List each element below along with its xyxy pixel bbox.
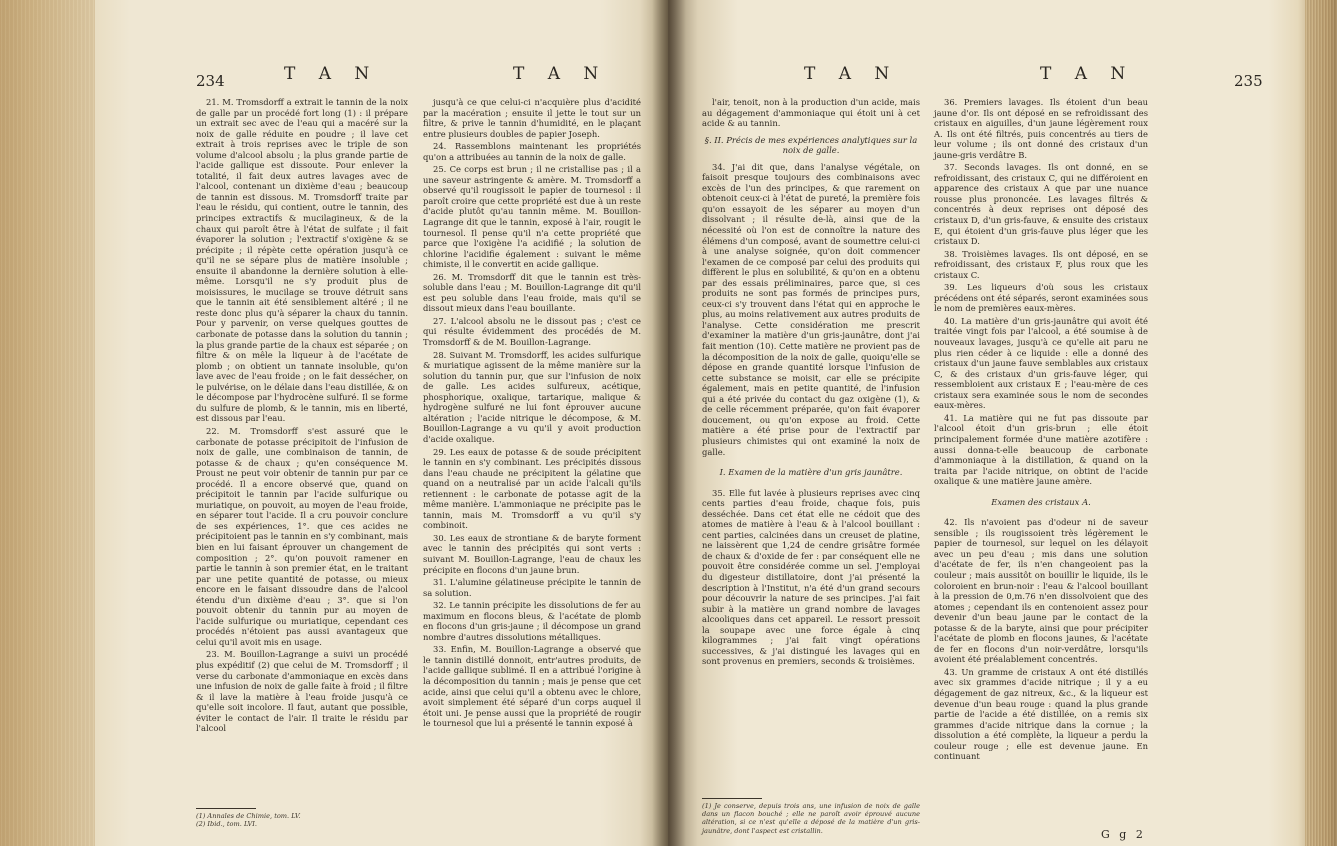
paragraph: 32. Le tannin précipite les dissolutions de fer au maximum en flocons bleus, & l'acétate de plomb en flocons d'un gris-jaune ; il décompose un grand nombre d'autres dissolutions métalliques. [423, 600, 641, 642]
paragraph: 22. M. Tromsdorff s'est assuré que le carbonate de potasse précipitoit de l'infusion de noix de galle, une combinaison de tannin, de potasse & de chaux ; qu'en conséquence M. Proust ne peut voir obtenir de tannin pur par ce procédé. Il a encore observé que, quand on précipitoit le tannin par l'acide sulfurique ou muriatique, on pouvoit, au moyen de l'eau froide, en séparer tout l'acide. Il a cru pouvoir conclure de ses expériences, 1°. que ces acides ne précipitoient pas le tannin en s'y combinant, mais bien en lui faisant éprouver un changement de composition ; 2°. qu'on pouvoit ramener en partie le tannin à son premier état, en le traitant par une petite quantité de potasse, ou mieux encore en le faisant dissoudre dans de l'alcool étendu d'un dixième d'eau ; 3°. que si l'on pouvoit obtenir du tannin pur au moyen de l'acide sulfurique ou muriatique, cependant ces procédés n'étoient pas aussi avantageux que celui qu'il avoit mis en usage. [196, 425, 408, 647]
paragraph: 24. Rassemblons maintenant les propriétés qu'on a attribuées au tannin de la noix de galle. [423, 141, 641, 162]
paragraph: 36. Premiers lavages. Ils étoient d'un beau jaune d'or. Ils ont déposé en se refroidissant des cristaux en aiguilles, d'un jaune légèrement roux A. Ils ont été filtrés, puis concentrés au tiers de leur volume ; ils ont donné des cristaux d'un jaune-gris verdâtre B. [934, 97, 1148, 160]
paragraph: 29. Les eaux de potasse & de soude précipitent le tannin en s'y combinant. Les précipités dissous dans l'eau chaude ne précipitent la gélatine que quand on a neutralisé par un acide l'alcali qu'ils retiennent : le carbonate de potasse agit de la même manière. L'ammoniaque ne précipite pas le tannin, mais M. Tromsdorff a vu qu'il s'y combinoit. [423, 446, 641, 531]
paragraph: 43. Un gramme de cristaux A ont été distillés avec six grammes d'acide nitrique ; il y a eu dégagement de gaz nitreux, &c., & la liqueur est devenue d'un beau rouge : quand la plus grande partie de l'acide a été distillée, on a remis six grammes d'acide nitrique dans la cornue ; la dissolution a été complète, la liqueur a perdu la couleur rouge ; elle est devenue jaune. En continuant [934, 666, 1148, 762]
signature-mark: G g 2 [1101, 828, 1146, 841]
left-page-edges [0, 0, 95, 846]
right-page-number: 235 [1234, 72, 1263, 90]
footnote: (1) Je conserve, depuis trois ans, une infusion de noix de galle dans un flacon bouché ; elle ne paroît avoir éprouvé aucune altération, si ce n'est qu'elle a déposé de la matière d'un gris-jaunâtre, dont l'aspect est cristallin. [702, 802, 920, 835]
paragraph: 34. J'ai dit que, dans l'analyse végétale, on faisoit presque toujours des combinaisons avec excès de l'un des principes, & que rarement on obtenoit ceux-ci à l'état de pureté, la première fois qu'on essayoit de les séparer au moyen d'un dissolvant ; il résulte de-là, ainsi que de la nécessité où l'on est de connoître la nature des élémens d'un composé, avant de soumettre celui-ci à une analyse soignée, qu'on doit commencer l'examen de ce composé par celui des produits qui diffèrent le plus en solubilité, & qu'on en a obtenu par des essais préliminaires, parce que, si ces produits ne sont pas formés de principes purs, ceux-ci s'y trouvent dans l'état qui en approche le plus, au moins relativement aux autres produits de l'analyse. Cette considération me prescrit d'examiner la matière d'un gris-jaunâtre, dont j'ai fait mention (10). Cette matière ne provient pas de la décomposition de la noix de galle, quoiqu'elle se dépose en grande quantité lorsque l'infusion de cette substance se moisit, car elle se précipite également, mais en petite quantité, de l'infusion qui a été privée du contact du gaz oxigène (1), & de celle récemment préparée, qu'on fait évaporer doucement, ou qu'on expose au froid. Cette matière a été prise pour de l'extractif par plusieurs chimistes qui ont examiné la noix de galle. [702, 161, 920, 457]
paragraph: 28. Suivant M. Tromsdorff, les acides sulfurique & muriatique agissent de la même manière sur la solution du tannin pur, que sur l'infusion de noix de galle. Les acides sulfureux, acétique, phosphorique, oxalique, tartarique, malique & hydrogène sulfuré ne lui font éprouver aucune altération ; l'acide nitrique le décompose, & M. Bouillon-Lagrange a vu qu'il y avoit production d'acide oxalique. [423, 349, 641, 444]
left-running-head: T A N [284, 64, 379, 84]
right-running-head-2: T A N [1040, 64, 1135, 84]
paragraph: jusqu'à ce que celui-ci n'acquière plus d'acidité par la macération ; ensuite il jette le tout sur un filtre, & prive le tannin d'humidité, en le plaçant entre plusieurs doubles de papier Joseph. [423, 97, 641, 139]
paragraph: 40. La matière d'un gris-jaunâtre qui avoit été traitée vingt fois par l'alcool, a été soumise à de nouveaux lavages, jusqu'à ce qu'elle ait paru ne plus rien céder à ce liquide : elle a donné des cristaux d'un jaune fauve semblables aux cristaux C, & des cristaux d'un gris-fauve léger, qui ressembloient aux cristaux E ; l'eau-mère de ces cristaux sera examinée sous le nom de secondes eaux-mères. [934, 315, 1148, 411]
right-column-1 [702, 97, 920, 669]
paragraph: Examen des cristaux A. [991, 496, 1091, 507]
paragraph: 26. M. Tromsdorff dit que le tannin est très-soluble dans l'eau ; M. Bouillon-Lagrange dit qu'il est peu soluble dans l'eau froide, mais qu'il se dissout mieux dans l'eau bouillante. [423, 271, 641, 314]
paragraph: I. Examen de la matière d'un gris jaunâtre. [719, 467, 903, 478]
paragraph: 38. Troisièmes lavages. Ils ont déposé, en se refroidissant, des cristaux F, plus roux que les cristaux C. [934, 248, 1148, 280]
right-running-head: T A N [804, 64, 899, 84]
paragraph: 25. Ce corps est brun ; il ne cristallise pas ; il a une saveur astringente & amère. M. Tromsdorff a observé qu'il rougissoit le papier de tournesol : il paroît croire que cette propriété est due à un reste d'acide plutôt qu'au tannin même. M. Bouillon-Lagrange dit que le tannin, exposé à l'air, rougit le tournesol. Il pense qu'il n'a cette propriété que parce que l'oxigène l'a acidifié ; la solution de chlorine l'acidifie également : suivant le même chimiste, il le convertit en acide gallique. [423, 164, 641, 270]
paragraph: §. II. Précis de mes expériences analytiques sur la noix de galle. [704, 134, 918, 156]
paragraph: 41. La matière qui ne fut pas dissoute par l'alcool étoit d'un gris-brun ; elle étoit principalement formée d'une matière azotifère : aussi donna-t-elle beaucoup de carbonate d'ammoniaque à la distillation, & quand on la traita par l'acide nitrique, on obtint de l'acide oxalique & une matière jaune amère. [934, 412, 1148, 487]
paragraph: 23. M. Bouillon-Lagrange a suivi un procédé plus expéditif (2) que celui de M. Tromsdorff ; il verse du carbonate d'ammoniaque en excès dans une infusion de noix de galle faite à froid ; il filtre & il lave la matière à l'eau froide jusqu'à ce qu'elle soit incolore. Il faut, autant que possible, éviter le contact de l'air. Il traite le résidu par l'alcool [196, 649, 408, 734]
right-page [668, 0, 1337, 846]
paragraph: 27. L'alcool absolu ne le dissout pas ; c'est ce qui résulte évidemment des procédés de M. Tromsdorff & de M. Bouillon-Lagrange. [423, 315, 641, 348]
paragraph: 35. Elle fut lavée à plusieurs reprises avec cinq cents parties d'eau froide, chaque fois, puis desséchée. Dans cet état elle ne cédoit que des atomes de matière à l'eau & à l'alcool bouillant : cent parties, calcinées dans un creuset de platine, ne laissèrent que 1,24 de cendre grisâtre formée de chaux & d'oxide de fer : par conséquent elle ne pouvoit être considérée comme un sel. J'employai du digesteur distillatoire, dont j'ai présenté la description à l'Institut, n'a été d'un grand secours pour découvrir la nature de ses principes. J'ai fait subir à la matière un grand nombre de lavages alcooliques dans cet appareil. Le ressort pressoit la soupape avec une force égale à cinq kilogrammes ; j'ai fait vingt opérations successives, & j'ai distingué les lavages qui en sont provenus en premiers, seconds & troisièmes. [702, 487, 920, 667]
paragraph: 30. Les eaux de strontiane & de baryte forment avec le tannin des précipités qui sont verts : suivant M. Bouillon-Lagrange, l'eau de chaux les précipite en flocons d'un jaune brun. [423, 532, 641, 575]
paragraph: 31. L'alumine gélatineuse précipite le tannin de sa solution. [423, 577, 641, 598]
book-gutter [652, 0, 686, 846]
left-footnotes [196, 812, 408, 828]
footnote: (1) Annales de Chimie, tom. LV. [196, 812, 301, 820]
paragraph: 37. Seconds lavages. Ils ont donné, en se refroidissant, des cristaux C, qui ne différoient en apparence des cristaux A que par une nuance rousse plus prononcée. Les lavages filtrés & concentrés à deux reprises ont déposé des cristaux D, d'un gris-fauve, & ensuite des cristaux E, qui étoient d'un gris-fauve plus léger que les cristaux D. [934, 162, 1148, 247]
paragraph: 42. Ils n'avoient pas d'odeur ni de saveur sensible ; ils rougissoient très légèrement le papier de tournesol, sur lequel on les délayoit avec un peu d'eau ; mis dans une solution d'acétate de fer, ils n'en changeoient pas la couleur ; mais aussitôt on bouillir le liquide, ils le coloroient en brun-noir : l'eau & l'alcool bouillant à la pression de 0,m.76 n'en dissolvoient que des atomes ; cependant ils en contenoient assez pour devenir d'un beau jaune par le contact de la potasse & de la baryte, ainsi que pour précipiter l'acétate de plomb en flocons jaunes, & l'acétate de fer en flocons d'un noir-verdâtre, lorsqu'ils avoient été préalablement concentrés. [934, 517, 1148, 665]
right-footnotes [702, 802, 920, 835]
left-running-head-2: T A N [513, 64, 608, 84]
footnote-rule [196, 808, 256, 809]
left-page [0, 0, 668, 846]
footnote: (2) Ibid., tom. LVI. [196, 820, 258, 829]
left-column-1 [196, 97, 408, 736]
left-column-2 [423, 97, 641, 731]
paragraph: 39. Les liqueurs d'où sous les cristaux précédens ont été séparés, seront examinées sous le nom de premières eaux-mères. [934, 282, 1148, 314]
right-column-2 [934, 97, 1148, 764]
paragraph: 33. Enfin, M. Bouillon-Lagrange a observé que le tannin distillé donnoit, entr'autres produits, de l'acide gallique sublimé. Il en a attribué l'origine à la décomposition du tannin ; mais je pense que cet acide, ainsi que celui qu'il a obtenu avec le chlore, avoit simplement été séparé d'un corps auquel il étoit uni. Je pense aussi que la propriété de rougir le tournesol que lui a présenté le tannin exposé à [423, 644, 641, 729]
paragraph: l'air, tenoit, non à la production d'un acide, mais au dégagement d'ammoniaque qui étoit uni à cet acide & au tannin. [702, 97, 920, 129]
right-page-edges [1305, 0, 1337, 846]
left-page-number: 234 [196, 72, 225, 90]
paragraph: 21. M. Tromsdorff a extrait le tannin de la noix de galle par un procédé fort long (1) : il prépare un extrait sec avec de l'eau qui a macéré sur la noix de galle réduite en poudre ; il lave cet extrait à trois reprises avec le triple de son volume d'alcool absolu ; la plus grande partie de l'acide gallique est dissoute. Pour enlever la totalité, il fait deux autres lavages avec de l'alcool, contenant un dixième d'eau ; beaucoup de tannin est dissous. M. Tromsdorff traite par l'eau le résidu, qui contient, outre le tannin, des principes extractifs & mucilagineux, & de la chaux qui paroît être à l'état de sulfate ; il fait évaporer la solution ; l'extractif s'oxigène & se précipite ; il répète cette opération jusqu'à ce qu'il ne se sépare plus de matière insoluble ; ensuite il abandonne la dernière solution à elle-même. Lorsqu'il ne s'y produit plus de moisissures, le mucilage se trouve détruit sans que le tannin ait été sensiblement altéré ; il ne reste donc plus qu'à séparer la chaux du tannin. Pour y parvenir, on verse quelques gouttes de carbonate de potasse dans la solution du tannin ; la plus grande partie de la chaux est séparée ; on filtre & on mêle la liqueur à de l'acétate de plomb ; on obtient un tannate insoluble, qu'on lave avec de l'eau froide ; on le fait dessécher, on le pulvérise, on le délaie dans l'eau distillée, & on le décompose par l'hydrocène sulfuré. Il se forme du sulfure de plomb, & le tannin, mis en liberté, est dissous par l'eau. [196, 97, 408, 424]
footnote-rule [702, 798, 762, 799]
